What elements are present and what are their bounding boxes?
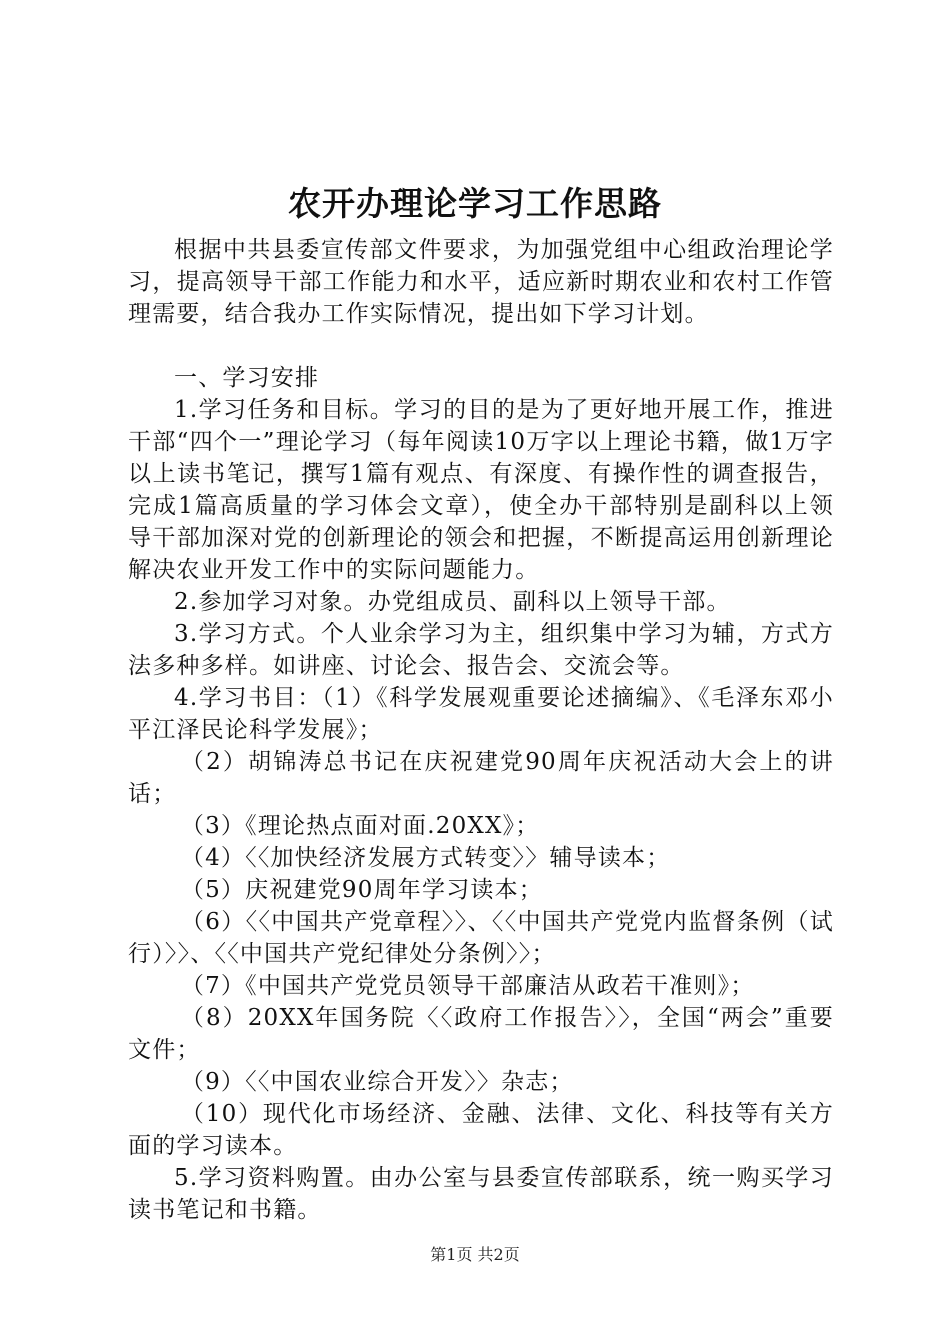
booklist-item-10: （10）现代化市场经济、金融、法律、文化、科技等有关方面的学习读本。 [128,1101,834,1159]
booklist-item-8: （8）20XX年国务院〈〈政府工作报告〉〉，全国“两会”重要文件； [128,1005,834,1063]
booklist-item-2: （2）胡锦涛总书记在庆祝建党90周年庆祝活动大会上的讲话； [128,749,834,807]
document-title: 农开办理论学习工作思路 [288,184,662,223]
paragraph-booklist: 4.学习书目：（1）《科学发展观重要论述摘编》、《毛泽东邓小平江泽民论科学发展》； [128,685,834,743]
section-heading: 一、学习安排 [174,365,320,391]
booklist-item-5: （5）庆祝建党90周年学习读本； [180,877,543,903]
booklist-item-3: （3）《理论热点面对面.20XX》； [180,813,540,839]
document-body [128,234,834,1226]
paragraph-materials: 5.学习资料购置。由办公室与县委宣传部联系，统一购买学习读书笔记和书籍。 [128,1165,834,1223]
booklist-item-6: （6）〈〈中国共产党章程〉〉、〈〈中国共产党党内监督条例（试行）〉〉、〈〈中国共产党纪律处分条例〉〉； [128,909,834,967]
booklist-item-9: （9）〈〈中国农业综合开发〉〉杂志； [180,1069,574,1095]
booklist-item-7: （7）《中国共产党党员领导干部廉洁从政若干准则》； [180,973,755,999]
page-footer: 第1页 共2页 [430,1245,520,1264]
intro-paragraph: 根据中共县委宣传部文件要求，为加强党组中心组政治理论学习，提高领导干部工作能力和水平，适应新时期农业和农村工作管理需要，结合我办工作实际情况，提出如下学习计划。 [128,237,834,327]
booklist-item-4: （4）〈〈加快经济发展方式转变〉〉辅导读本； [180,845,671,871]
paragraph-participants: 2.参加学习对象。办党组成员、副科以上领导干部。 [174,589,731,615]
paragraph-task-goal: 1.学习任务和目标。学习的目的是为了更好地开展工作，推进干部“四个一”理论学习（每年阅读10万字以上理论书籍，做1万字以上读书笔记，撰写1篇有观点、有深度、有操作性的调查报告，完成1篇高质量的学习体会文章），使全办干部特别是副科以上领导干部加深对党的创新理论的领会和把握，不断提高运用创新理论解决农业开发工作中的实际问题能力。 [128,397,834,583]
paragraph-method: 3.学习方式。个人业余学习为主，组织集中学习为辅，方式方法多种多样。如讲座、讨论会、报告会、交流会等。 [128,621,834,679]
